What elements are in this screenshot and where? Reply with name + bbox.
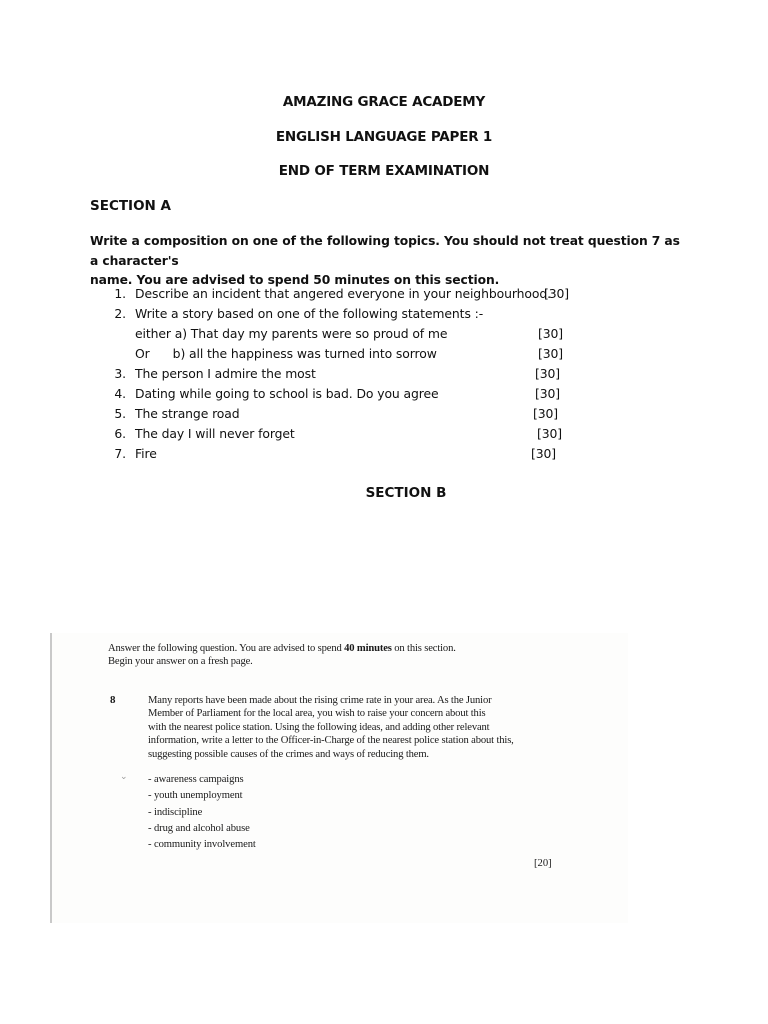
idea-item: - community involvement [148, 839, 256, 851]
question-text: Dating while going to school is bad. Do you agree [135, 386, 439, 401]
school-name: AMAZING GRACE ACADEMY [282, 94, 486, 110]
question-number: 3. [114, 366, 126, 381]
question-line: suggesting possible causes of the crimes and ways of reducing them. [148, 748, 429, 760]
question-number: 4. [114, 386, 126, 401]
ideas-list [148, 772, 256, 853]
question-item [0, 346, 768, 362]
instruction-text: on this section. [391, 643, 456, 654]
question-item [0, 406, 768, 422]
question-text: Or b) all the happiness was turned into sorrow [135, 346, 437, 361]
question-item [0, 366, 768, 382]
section-a-instructions [90, 232, 680, 291]
question-line: Member of Parliament for the local area, you wish to raise your concern about this [148, 708, 486, 720]
paper-title: ENGLISH LANGUAGE PAPER 1 [275, 129, 493, 145]
instruction-line: Write a composition on one of the following topics. You should not treat question 7 as a character's [90, 234, 680, 268]
question-line: Many reports have been made about the rising crime rate in your area. As the Junior [148, 695, 492, 706]
question-item [0, 306, 768, 322]
question-number: 6. [114, 426, 126, 441]
instruction-text: Answer the following question. You are advised to spend [108, 643, 345, 654]
question-item [0, 326, 768, 342]
question-text: The strange road [135, 406, 240, 421]
question-mark: [30] [535, 366, 561, 381]
question-8-text [148, 694, 588, 761]
question-line: information, write a letter to the Officer-in-Charge of the nearest police station about this, [148, 735, 514, 747]
scan-edge [50, 633, 52, 923]
exam-title: END OF TERM EXAMINATION [278, 163, 490, 179]
question-number: 1. [114, 286, 126, 301]
idea-item: - youth unemployment [148, 790, 243, 802]
question-item [0, 426, 768, 442]
question-text: The day I will never forget [135, 426, 295, 441]
question-mark: [30] [544, 286, 570, 301]
section-a-heading: SECTION A [90, 198, 172, 214]
idea-item: - drug and alcohol abuse [148, 822, 250, 834]
question-item [0, 286, 768, 302]
section-b-instruction-line2: Begin your answer on a fresh page. [108, 656, 253, 667]
instruction-time: 40 minutes [344, 643, 392, 654]
question-text: Fire [135, 446, 157, 461]
question-mark: [30] [538, 326, 564, 341]
question-mark: [30] [535, 386, 561, 401]
section-b-instruction [108, 642, 456, 655]
section-b-heading: SECTION B [365, 485, 447, 501]
scan-speck: ⌄ [120, 771, 128, 781]
question-number: 7. [114, 446, 126, 461]
question-number: 5. [114, 406, 126, 421]
question-mark: [30] [533, 406, 559, 421]
idea-item: - indiscipline [148, 806, 203, 818]
question-item [0, 446, 768, 462]
question-mark: [30] [538, 346, 564, 361]
question-line: with the nearest police station. Using the following ideas, and adding other relevant [148, 721, 490, 733]
question-text: The person I admire the most [135, 366, 316, 381]
scanned-question-image [50, 633, 628, 923]
question-8-mark: [20] [534, 858, 552, 869]
question-text: either a) That day my parents were so proud of me [135, 326, 448, 341]
question-text: Write a story based on one of the following statements :- [135, 306, 484, 321]
question-mark: [30] [537, 426, 563, 441]
question-number: 2. [114, 306, 126, 321]
question-item [0, 386, 768, 402]
instruction-line: name. You are advised to spend 50 minutes on this section. [90, 273, 500, 287]
question-text: Describe an incident that angered everyone in your neighbourhood. [135, 286, 551, 301]
idea-item: - awareness campaigns [148, 774, 244, 785]
question-8-number: 8 [110, 694, 116, 706]
question-mark: [30] [531, 446, 557, 461]
